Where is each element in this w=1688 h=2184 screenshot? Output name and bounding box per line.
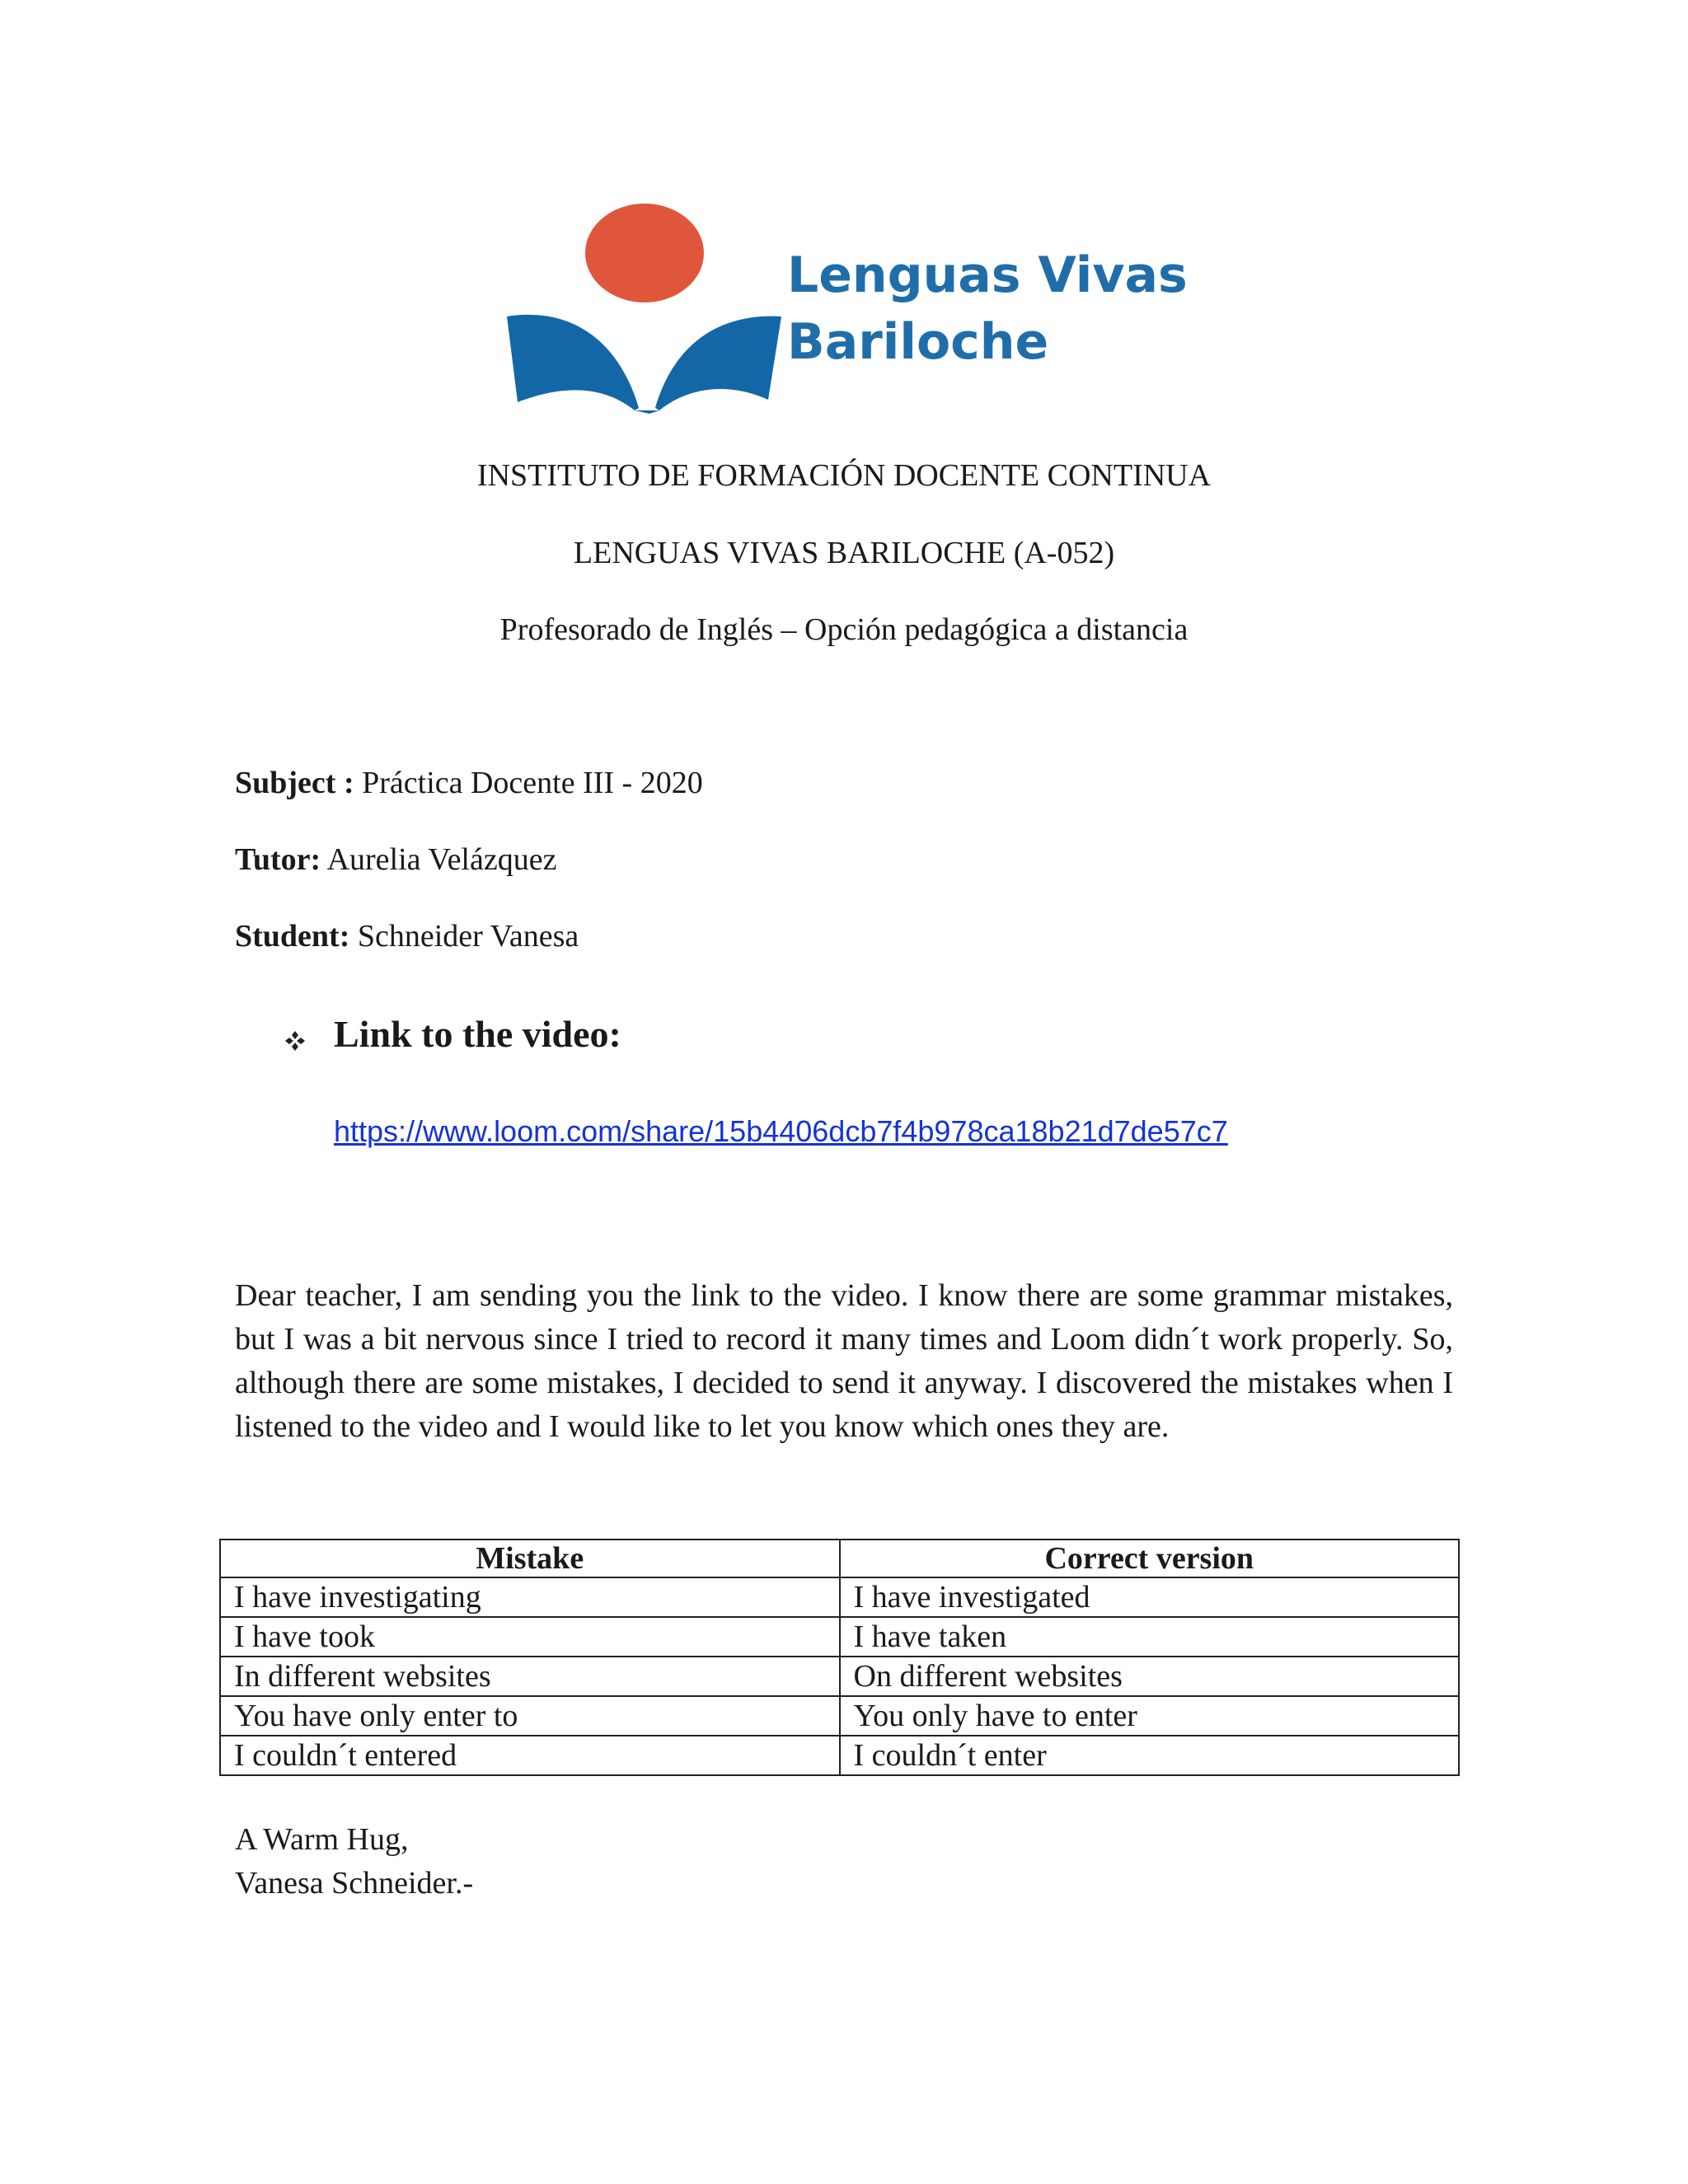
subject-field [235,765,703,801]
table-row [220,1657,1459,1696]
mistakes-table [219,1539,1460,1776]
video-link[interactable]: https://www.loom.com/share/15b4406dcb7f4b978ca18b21d7de57c7 [334,1114,1228,1148]
message-paragraph: Dear teacher, I am sending you the link to the video. I know there are some grammar mistakes, but I was a bit nervous since I tried to record it many times and Loom didn´t work properly. So, although there are some mistakes, I decided to send it anyway. I discovered the mistakes when I listened to the video and I would like to let you know which ones they are. [235,1278,1453,1444]
subject-label: Subject : [235,766,354,800]
closing-signature: Vanesa Schneider.- [235,1866,474,1900]
mistake-cell: I couldn´t entered [220,1736,840,1775]
subject-value: Práctica Docente III - 2020 [362,766,703,800]
tutor-field [235,841,556,878]
logo-emblem-icon [503,198,783,420]
table-row [220,1617,1459,1657]
institute-name: INSTITUTO DE FORMACIÓN DOCENTE CONTINUA [476,458,1212,493]
column-header-correct-version: Correct version [840,1540,1460,1577]
logo-book-icon [507,315,781,414]
logo-title-line2: Bariloche [787,313,1049,371]
video-heading: Link to the video: [334,1013,621,1055]
school-logo [503,198,1188,420]
tutor-value: Aurelia Velázquez [326,842,557,877]
program-name: Profesorado de Inglés – Opción pedagógica a distancia [499,612,1189,647]
mistake-cell: In different websites [220,1657,840,1696]
logo-title-line1: Lenguas Vivas [787,246,1188,304]
mistake-cell: I have investigating [220,1577,840,1617]
column-header-mistake: Mistake [220,1540,840,1577]
student-label: Student: [235,919,350,954]
table-row [220,1736,1459,1775]
table-row [220,1696,1459,1736]
table-row [220,1577,1459,1617]
school-name: LENGUAS VIVAS BARILOCHE (A-052) [573,536,1115,570]
tutor-label: Tutor: [235,842,321,877]
correct-cell: I couldn´t enter [840,1736,1460,1775]
student-value: Schneider Vanesa [357,919,579,954]
student-field [235,918,579,954]
mistake-cell: I have took [220,1617,840,1657]
correct-cell: You only have to enter [840,1696,1460,1736]
logo-sun-icon [585,204,704,302]
correct-cell: On different websites [840,1657,1460,1696]
correct-cell: I have investigated [840,1577,1460,1617]
correct-cell: I have taken [840,1617,1460,1657]
table-header-row [220,1540,1459,1577]
diamond-bullet-icon [284,1030,306,1052]
mistake-cell: You have only enter to [220,1696,840,1736]
closing-greeting: A Warm Hug, [235,1822,409,1857]
